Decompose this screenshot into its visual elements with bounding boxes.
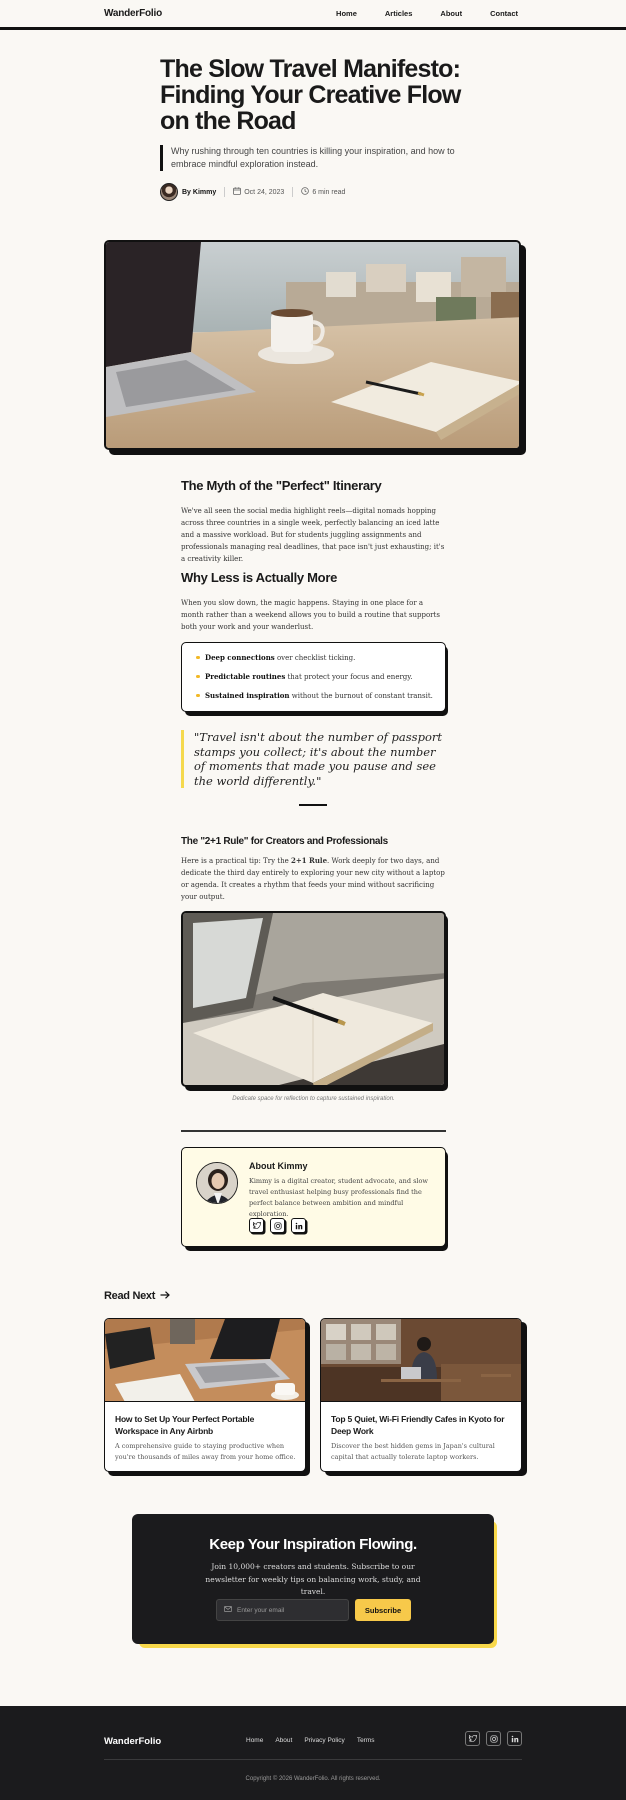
- section-heading: The Myth of the "Perfect" Itinerary: [181, 478, 382, 493]
- linkedin-icon[interactable]: [507, 1731, 522, 1746]
- card-description: Discover the best hidden gems in Japan's cultural capital that actually tolerate laptop workers.: [331, 1442, 495, 1461]
- footer-logo[interactable]: WanderFolio: [104, 1736, 162, 1747]
- author-avatar-small[interactable]: [160, 183, 178, 201]
- meta-separator: [292, 187, 293, 197]
- footer-link-home[interactable]: Home: [246, 1737, 264, 1744]
- read-time: 6 min read: [312, 188, 346, 196]
- footer-link-about[interactable]: About: [275, 1737, 293, 1744]
- list-item: Predictable routines that protect your focus and energy.: [196, 672, 445, 681]
- clock-icon: [301, 187, 309, 197]
- instagram-icon[interactable]: [270, 1218, 285, 1233]
- twitter-icon[interactable]: [249, 1218, 264, 1233]
- section-paragraph: Here is a practical tip: Try the 2+1 Rule. Work deeply for two days, and dedicate the third day entirely to exploring your new city without a laptop or agenda. It creates a rhythm that feeds your mind without sacrificing your output.: [181, 856, 445, 901]
- section-heading: Why Less is Actually More: [181, 570, 338, 585]
- copyright: Copyright © 2026 WanderFolio. All rights reserved.: [245, 1776, 381, 1782]
- subscribe-button[interactable]: Subscribe: [355, 1599, 411, 1621]
- newsletter-text: Join 10,000+ creators and students. Subscribe to our newsletter for weekly tips on balancing work, study, and travel.: [205, 1562, 421, 1596]
- card-image: [105, 1319, 305, 1402]
- publish-date: Oct 24, 2023: [244, 188, 285, 196]
- pull-quote: "Travel isn't about the number of passport stamps you collect; it's about the number of moments that made you pause and see the world differently.": [181, 730, 446, 788]
- main-nav: [336, 9, 518, 18]
- calendar-icon: [233, 187, 241, 197]
- card-description: A comprehensive guide to staying productive when you're thousands of miles away from your home office.: [115, 1442, 296, 1461]
- footer-divider: [104, 1759, 522, 1760]
- list-item: Sustained inspiration without the burnout of constant transit.: [196, 691, 445, 700]
- list-item: Deep connections over checklist ticking.: [196, 653, 445, 662]
- site-footer: [0, 1706, 626, 1800]
- article-title: The Slow Travel Manifesto: Finding Your Creative Flow on the Road: [160, 55, 461, 135]
- article-meta: [160, 183, 345, 201]
- footer-link-privacy[interactable]: Privacy Policy: [304, 1737, 345, 1744]
- footer-link-terms[interactable]: Terms: [356, 1737, 375, 1744]
- author-socials: [249, 1218, 306, 1233]
- author-box: [181, 1147, 446, 1247]
- article-card[interactable]: [320, 1318, 522, 1472]
- read-next-heading[interactable]: [104, 1290, 170, 1302]
- nav-articles[interactable]: Articles: [384, 9, 413, 18]
- twitter-icon[interactable]: [465, 1731, 480, 1746]
- hero-image: [104, 240, 521, 450]
- meta-separator: [224, 187, 225, 197]
- card-title[interactable]: Top 5 Quiet, Wi-Fi Friendly Cafes in Kyoto for Deep Work: [331, 1414, 505, 1436]
- section-paragraph: When you slow down, the magic happens. Staying in one place for a month rather than a weekend allows you to build a routine that supports both your work and your wanderlust.: [181, 599, 440, 631]
- benefits-callout: [181, 642, 446, 712]
- figure-caption: Dedicate space for reflection to capture sustained inspiration.: [232, 1096, 395, 1102]
- linkedin-icon[interactable]: [291, 1218, 306, 1233]
- author-name: About Kimmy: [249, 1161, 308, 1171]
- notebook-image: [181, 911, 446, 1087]
- nav-contact[interactable]: Contact: [490, 9, 518, 18]
- read-next-label: Read Next: [104, 1290, 156, 1302]
- newsletter-title: Keep Your Inspiration Flowing.: [209, 1536, 417, 1553]
- card-title[interactable]: How to Set Up Your Perfect Portable Workspace in Any Airbnb: [115, 1414, 255, 1436]
- email-field[interactable]: [216, 1599, 349, 1621]
- author-byline[interactable]: By Kimmy: [182, 188, 217, 196]
- card-image: [321, 1319, 521, 1402]
- author-bio: Kimmy is a digital creator, student advocate, and slow travel enthusiast helping busy professionals find the perfect balance between ambition and mindful exploration.: [249, 1177, 428, 1218]
- mail-icon: [224, 1606, 232, 1614]
- email-placeholder: Enter your email: [237, 1606, 285, 1614]
- article-dek: Why rushing through ten countries is killing your inspiration, and how to embrace mindful exploration instead.: [160, 145, 460, 171]
- content-divider: [181, 1130, 446, 1132]
- section-divider: [299, 804, 327, 806]
- instagram-icon[interactable]: [486, 1731, 501, 1746]
- arrow-right-icon: [160, 1290, 170, 1302]
- section-heading: The "2+1 Rule" for Creators and Professionals: [181, 836, 388, 847]
- author-avatar: [196, 1162, 238, 1204]
- footer-nav: [246, 1737, 375, 1744]
- site-header: [0, 0, 626, 30]
- article-card[interactable]: [104, 1318, 306, 1472]
- nav-home[interactable]: Home: [336, 9, 357, 18]
- section-paragraph: We've all seen the social media highlight reels—digital nomads hopping across three countries in a single week, perfectly balancing an iced latte and a massive workload. But for students juggling assignments and professionals managing real deadlines, that pace isn't just exhausting; it's a creativity killer.: [181, 507, 445, 563]
- site-logo[interactable]: WanderFolio: [104, 8, 162, 19]
- newsletter-panel: [132, 1514, 494, 1644]
- nav-about[interactable]: About: [440, 9, 463, 18]
- footer-socials: [465, 1731, 522, 1746]
